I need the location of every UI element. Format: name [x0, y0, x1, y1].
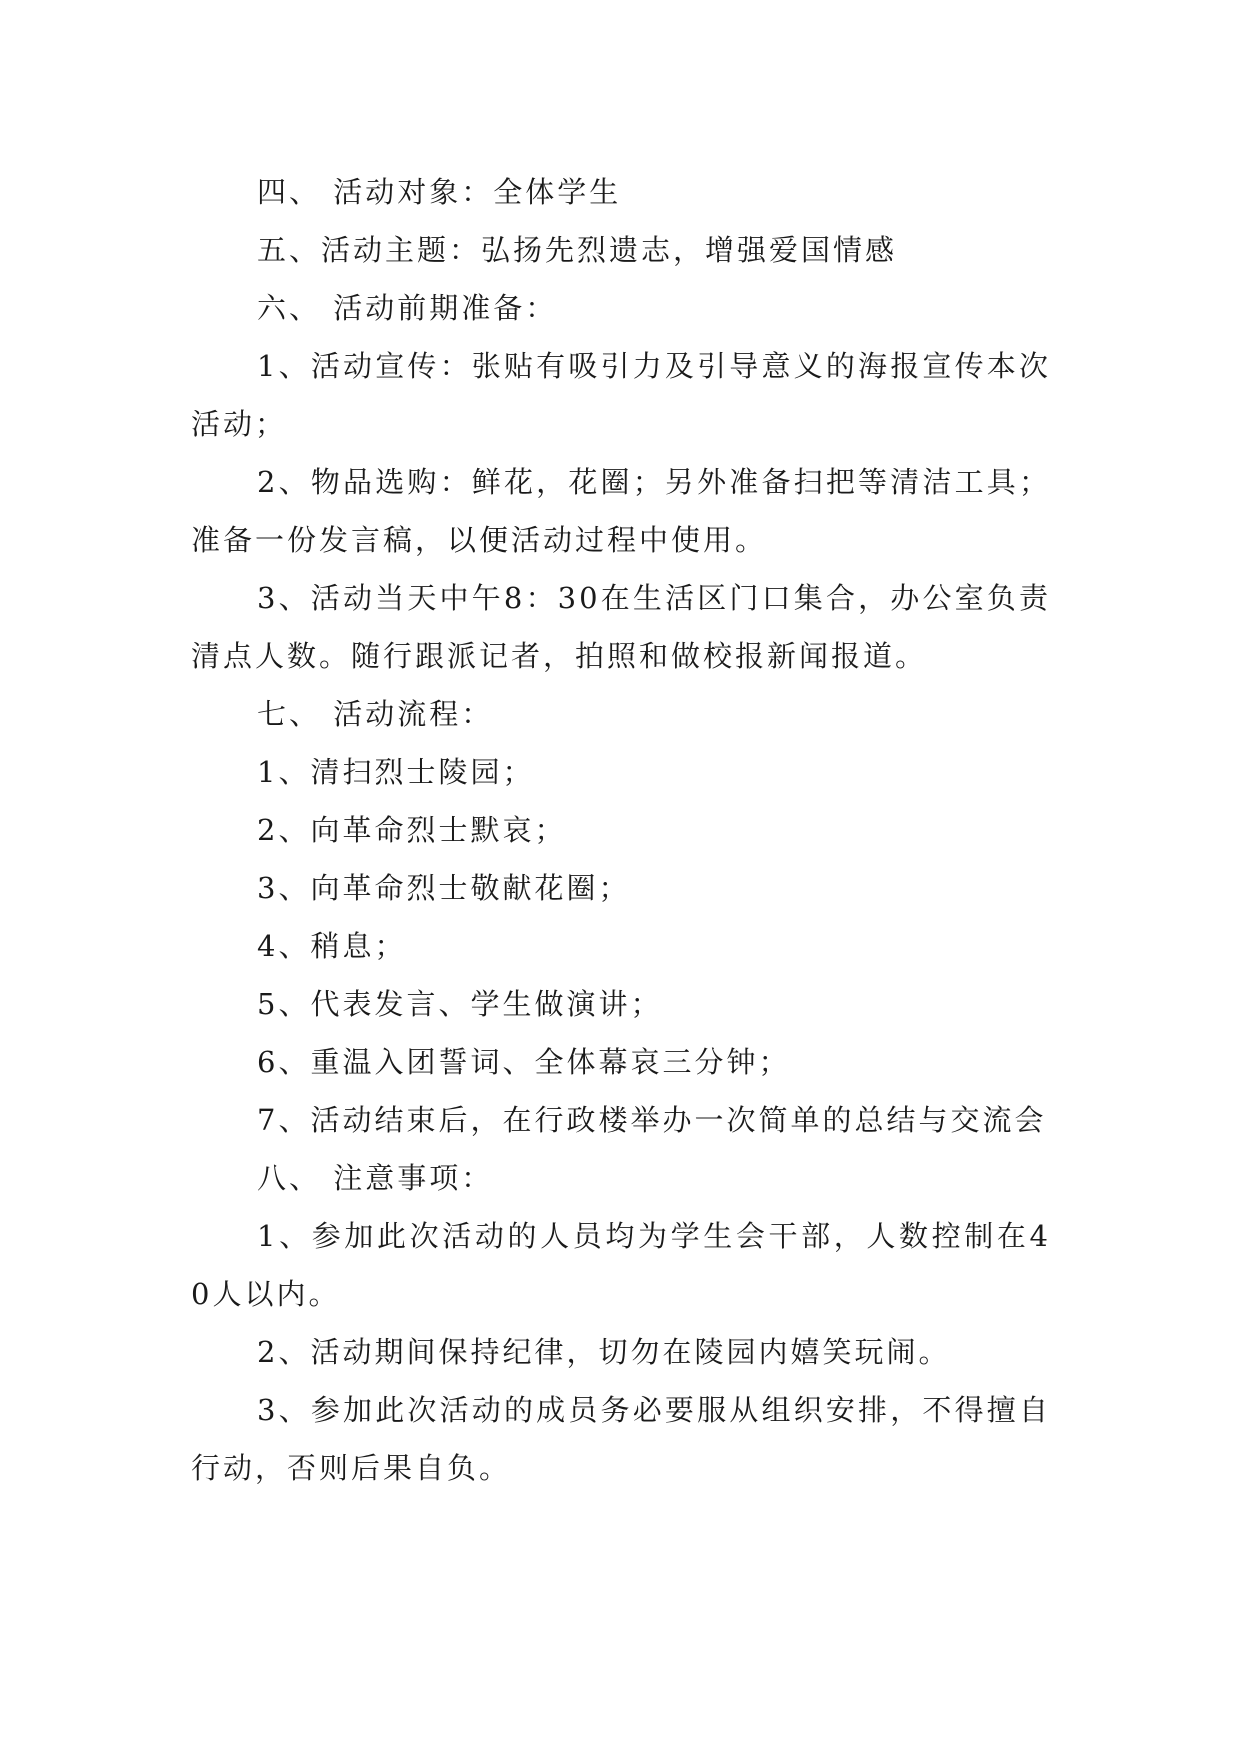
- notes-item: 2、活动期间保持纪律，切勿在陵园内嬉笑玩闹。: [257, 1335, 951, 1369]
- section-heading-theme: 五、活动主题：弘扬先烈遗志，增强爱国情感: [257, 233, 898, 267]
- section-heading-process: 七、 活动流程：: [257, 697, 494, 731]
- process-item: 3、向革命烈士敬献花圈；: [257, 871, 631, 905]
- process-item: 7、活动结束后，在行政楼举办一次简单的总结与交流会: [257, 1103, 1047, 1137]
- notes-item: 3、参加此次活动的成员务必要服从组织安排，不得擅自行动，否则后果自负。: [191, 1393, 1051, 1485]
- process-item: 4、稍息；: [257, 929, 407, 963]
- notes-item: 1、参加此次活动的人员均为学生会干部，人数控制在40人以内。: [191, 1219, 1051, 1311]
- section-heading-target: 四、 活动对象：全体学生: [257, 175, 622, 209]
- process-item: 5、代表发言、学生做演讲；: [257, 987, 663, 1021]
- prep-item-purchasing: 2、物品选购：鲜花，花圈；另外准备扫把等清洁工具；准备一份发言稿，以便活动过程中使用。: [191, 465, 1051, 557]
- process-item: 2、向革命烈士默哀；: [257, 813, 567, 847]
- document-body: [191, 163, 1051, 1497]
- process-item: 1、清扫烈士陵园；: [257, 755, 535, 789]
- section-heading-notes: 八、 注意事项：: [257, 1161, 494, 1195]
- section-heading-preparation: 六、 活动前期准备：: [257, 291, 558, 325]
- process-item: 6、重温入团誓词、全体幕哀三分钟；: [257, 1045, 791, 1079]
- prep-item-publicity: 1、活动宣传：张贴有吸引力及引导意义的海报宣传本次活动；: [191, 349, 1051, 441]
- prep-item-assembly: 3、活动当天中午8：30在生活区门口集合，办公室负责清点人数。随行跟派记者，拍照和做校报新闻报道。: [191, 581, 1051, 673]
